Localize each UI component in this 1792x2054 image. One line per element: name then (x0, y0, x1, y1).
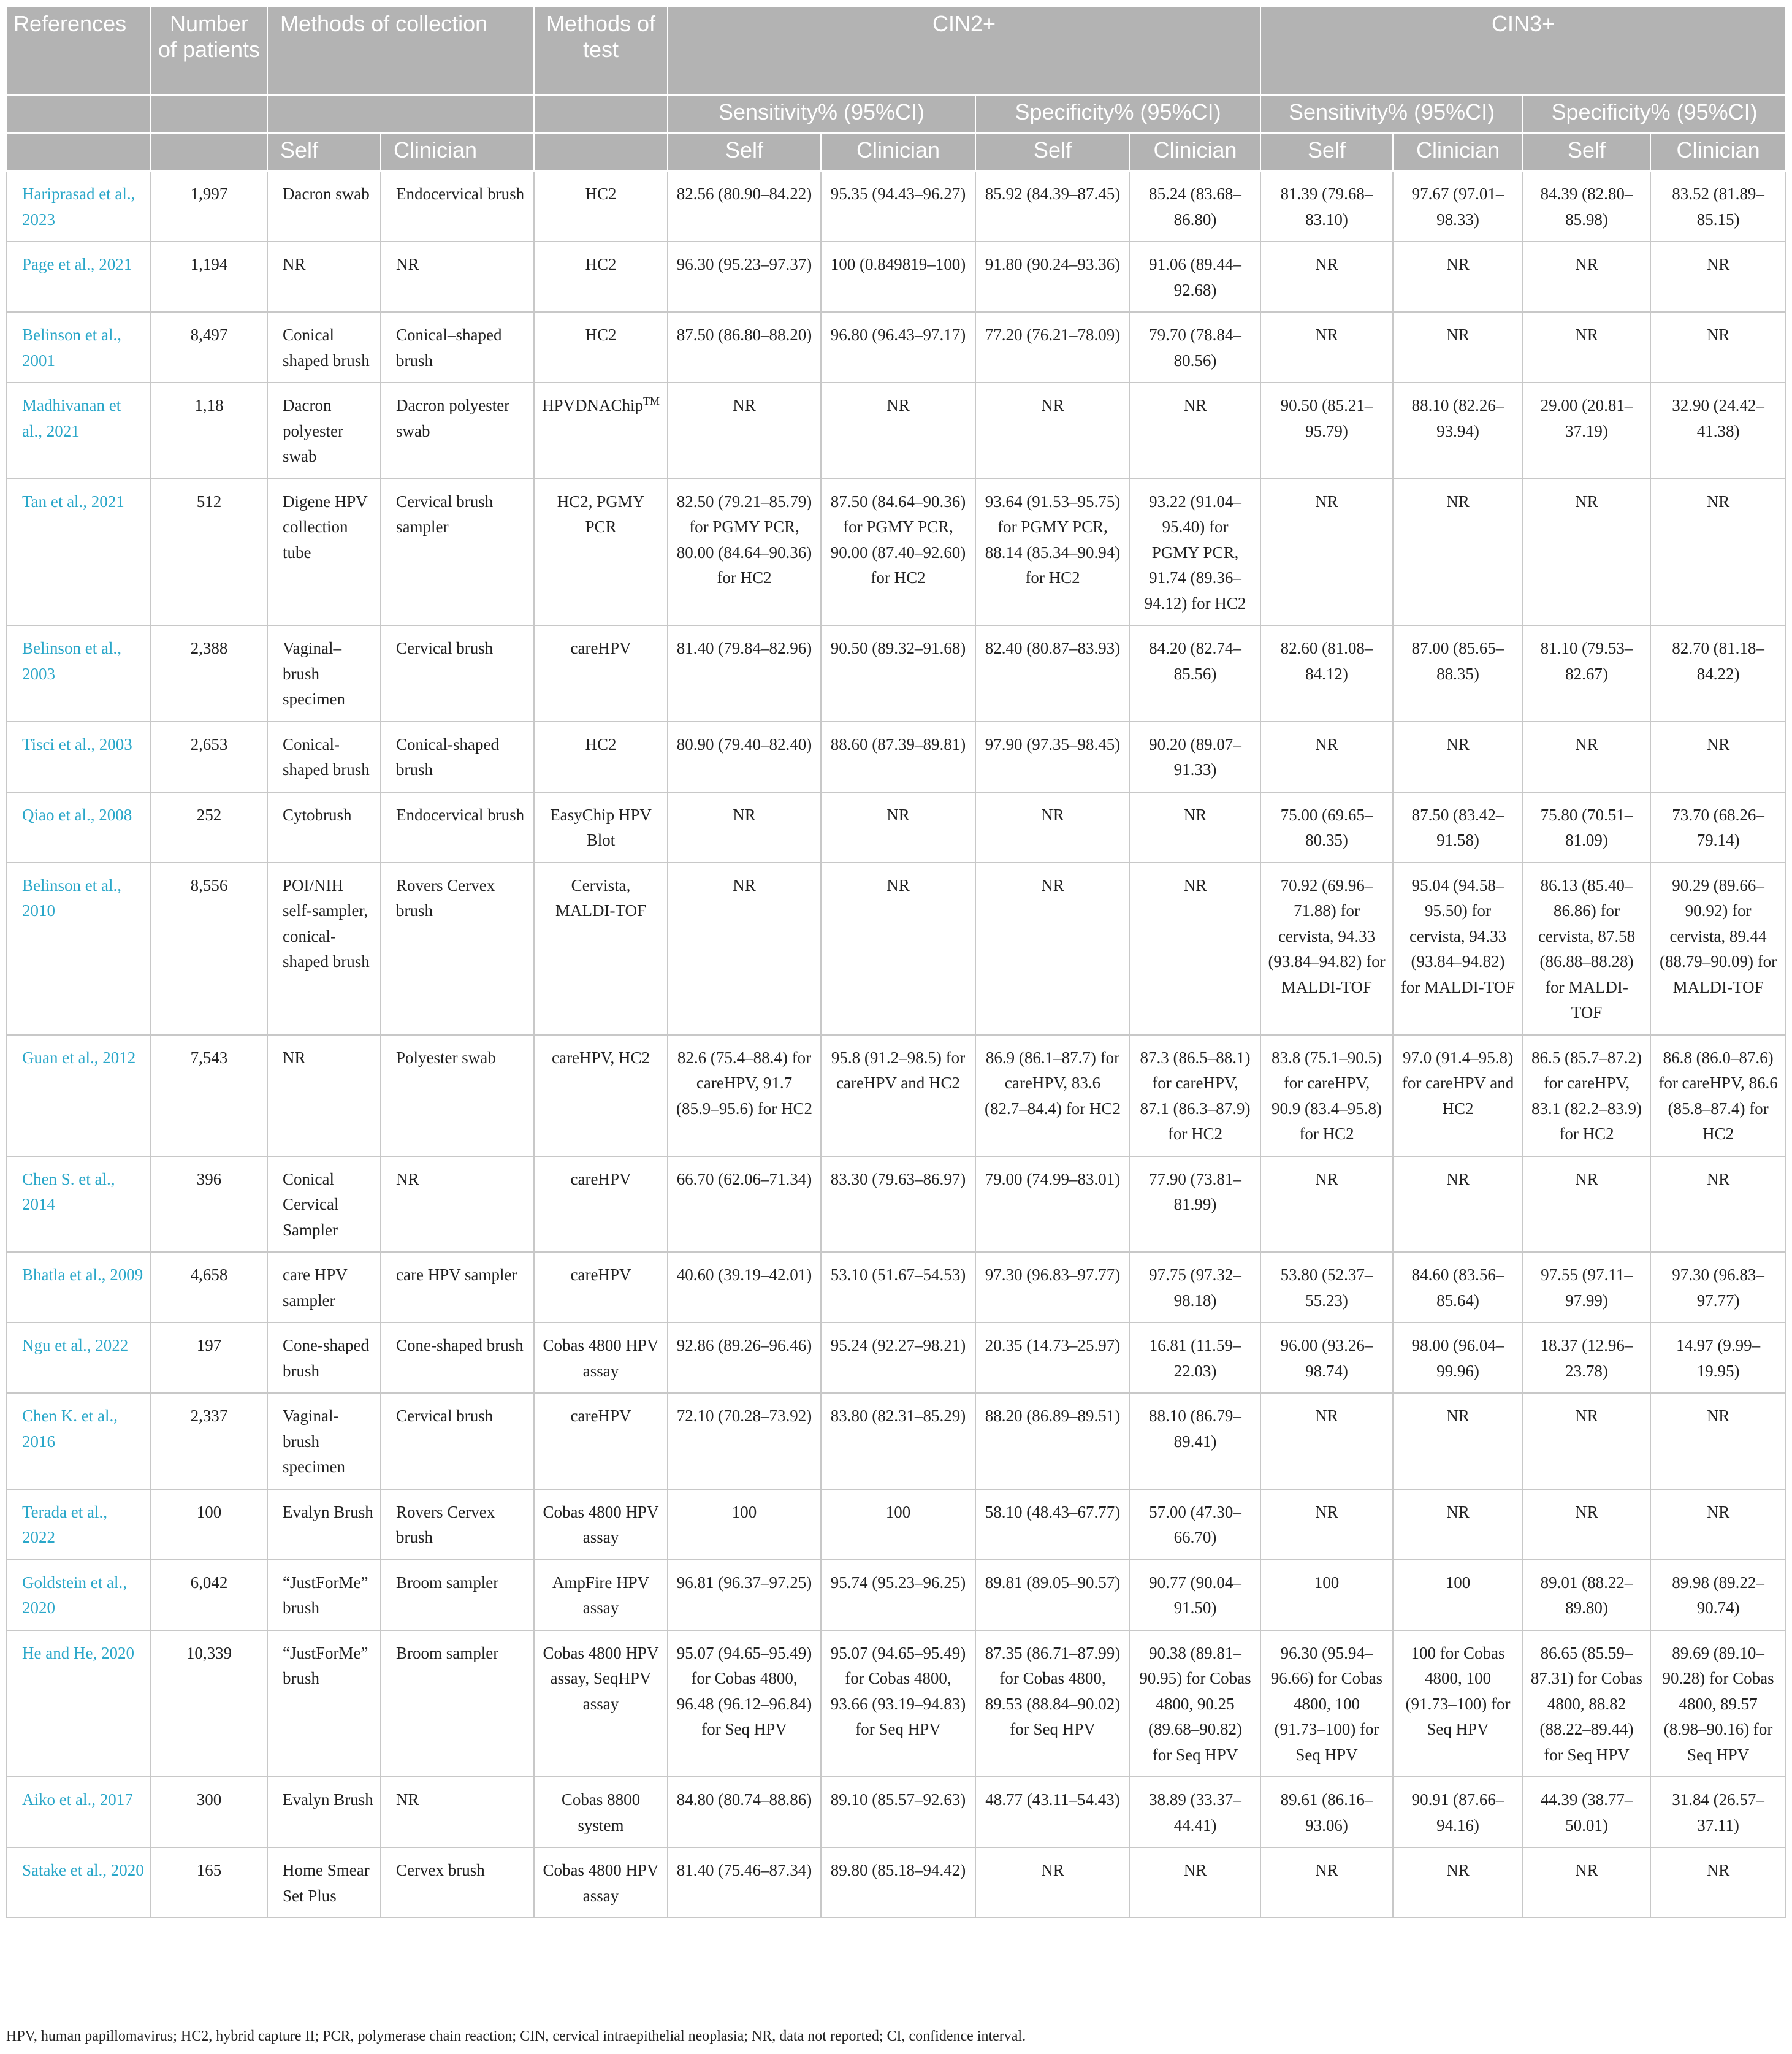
cin2-specificity-clinician-cell: 16.81 (11.59–22.03) (1130, 1323, 1260, 1393)
cin2-specificity-clinician-cell: 90.38 (89.81–90.95) for Cobas 4800, 90.25 (89.68–90.82) for Seq HPV (1130, 1630, 1260, 1777)
cin3-sensitivity-clinician-cell: NR (1393, 479, 1523, 626)
test-method-cell: HC2 (534, 171, 668, 242)
header-cin2-specificity: Specificity% (95%CI) (975, 95, 1260, 133)
cin3-specificity-clinician-cell: 89.69 (89.10–90.28) for Cobas 4800, 89.57 (8.98–90.16) for Seq HPV (1650, 1630, 1786, 1777)
cin3-sensitivity-self-cell: 82.60 (81.08–84.12) (1260, 625, 1393, 722)
cin2-specificity-self-cell: 91.80 (90.24–93.36) (975, 242, 1130, 312)
reference-cell[interactable]: Tan et al., 2021 (7, 479, 151, 626)
cin2-specificity-self-cell: 93.64 (91.53–95.75) for PGMY PCR, 88.14 (85.34–90.94) for HC2 (975, 479, 1130, 626)
test-method-cell: careHPV (534, 1393, 668, 1489)
table-row (7, 1489, 1786, 1560)
reference-cell[interactable]: Satake et al., 2020 (7, 1847, 151, 1918)
cin3-sensitivity-self-cell: 81.39 (79.68–83.10) (1260, 171, 1393, 242)
cin3-specificity-clinician-cell: 83.52 (81.89–85.15) (1650, 171, 1786, 242)
cin2-sensitivity-self-cell: 84.80 (80.74–88.86) (668, 1777, 821, 1847)
patients-cell: 2,653 (151, 722, 267, 792)
patients-cell: 10,339 (151, 1630, 267, 1777)
header-blank (151, 95, 267, 133)
cin3-sensitivity-self-cell: 96.30 (95.94–96.66) for Cobas 4800, 100 (91.73–100) for Seq HPV (1260, 1630, 1393, 1777)
cin2-sensitivity-clinician-cell: 53.10 (51.67–54.53) (821, 1252, 975, 1323)
patients-cell: 8,497 (151, 312, 267, 383)
cin3-specificity-self-cell: 75.80 (70.51–81.09) (1523, 792, 1650, 863)
cin3-sensitivity-self-cell: NR (1260, 1847, 1393, 1918)
header-clinician: Clinician (1130, 133, 1260, 171)
clinician-collection-cell: Rovers Cervex brush (381, 863, 534, 1035)
cin3-sensitivity-self-cell: 96.00 (93.26–98.74) (1260, 1323, 1393, 1393)
cin2-specificity-self-cell: NR (975, 863, 1130, 1035)
clinician-collection-cell: Conical-shaped brush (381, 722, 534, 792)
cin3-specificity-self-cell: NR (1523, 242, 1650, 312)
self-collection-cell: Dacron swab (267, 171, 381, 242)
test-method-cell: Cobas 4800 HPV assay (534, 1489, 668, 1560)
reference-cell[interactable]: Tisci et al., 2003 (7, 722, 151, 792)
cin2-specificity-clinician-cell: 77.90 (73.81–81.99) (1130, 1156, 1260, 1253)
test-method-cell: careHPV (534, 1252, 668, 1323)
header-cin2: CIN2+ (668, 7, 1260, 95)
cin2-specificity-clinician-cell: NR (1130, 383, 1260, 479)
self-collection-cell: Cytobrush (267, 792, 381, 863)
clinician-collection-cell: Cervical brush sampler (381, 479, 534, 626)
cin3-sensitivity-self-cell: NR (1260, 312, 1393, 383)
clinician-collection-cell: NR (381, 1777, 534, 1847)
cin2-specificity-self-cell: NR (975, 1847, 1130, 1918)
self-collection-cell: NR (267, 242, 381, 312)
table-row (7, 1393, 1786, 1489)
header-blank (151, 133, 267, 171)
cin3-specificity-self-cell: 86.5 (85.7–87.2) for careHPV, 83.1 (82.2–83.9) for HC2 (1523, 1035, 1650, 1156)
cin2-sensitivity-clinician-cell: NR (821, 792, 975, 863)
cin2-specificity-clinician-cell: 85.24 (83.68–86.80) (1130, 171, 1260, 242)
clinician-collection-cell: Conical–shaped brush (381, 312, 534, 383)
self-collection-cell: Digene HPV collection tube (267, 479, 381, 626)
cin3-specificity-self-cell: 29.00 (20.81–37.19) (1523, 383, 1650, 479)
cin3-specificity-clinician-cell: NR (1650, 1847, 1786, 1918)
patients-cell: 300 (151, 1777, 267, 1847)
cin3-sensitivity-self-cell: 83.8 (75.1–90.5) for careHPV, 90.9 (83.4–95.8) for HC2 (1260, 1035, 1393, 1156)
cin3-specificity-clinician-cell: NR (1650, 1489, 1786, 1560)
cin3-specificity-self-cell: 84.39 (82.80–85.98) (1523, 171, 1650, 242)
self-collection-cell: Conical shaped brush (267, 312, 381, 383)
cin2-sensitivity-clinician-cell: 83.30 (79.63–86.97) (821, 1156, 975, 1253)
patients-cell: 8,556 (151, 863, 267, 1035)
table-body (7, 171, 1786, 1918)
cin2-specificity-self-cell: 82.40 (80.87–83.93) (975, 625, 1130, 722)
reference-cell[interactable]: Chen K. et al., 2016 (7, 1393, 151, 1489)
cin2-sensitivity-clinician-cell: NR (821, 863, 975, 1035)
cin2-specificity-self-cell: 77.20 (76.21–78.09) (975, 312, 1130, 383)
self-collection-cell: care HPV sampler (267, 1252, 381, 1323)
patients-cell: 2,337 (151, 1393, 267, 1489)
table-row (7, 1777, 1786, 1847)
header-self: Self (1260, 133, 1393, 171)
table-row (7, 479, 1786, 626)
cin3-sensitivity-self-cell: 75.00 (69.65–80.35) (1260, 792, 1393, 863)
cin2-specificity-self-cell: NR (975, 383, 1130, 479)
clinician-collection-cell: Cone-shaped brush (381, 1323, 534, 1393)
cin3-specificity-clinician-cell: NR (1650, 479, 1786, 626)
self-collection-cell: POI/NIH self-sampler, conical-shaped brush (267, 863, 381, 1035)
cin3-specificity-clinician-cell: 82.70 (81.18–84.22) (1650, 625, 1786, 722)
header-patients: Number of patients (151, 7, 267, 95)
cin2-specificity-clinician-cell: 79.70 (78.84–80.56) (1130, 312, 1260, 383)
cin2-sensitivity-self-cell: 95.07 (94.65–95.49) for Cobas 4800, 96.48 (96.12–96.84) for Seq HPV (668, 1630, 821, 1777)
clinician-collection-cell: Cervical brush (381, 625, 534, 722)
clinician-collection-cell: Endocervical brush (381, 171, 534, 242)
trademark-sup: TM (643, 395, 660, 407)
cin3-sensitivity-clinician-cell: NR (1393, 242, 1523, 312)
test-method-cell: AmpFire HPV assay (534, 1560, 668, 1630)
cin2-sensitivity-self-cell: 80.90 (79.40–82.40) (668, 722, 821, 792)
table-row (7, 722, 1786, 792)
cin3-specificity-self-cell: NR (1523, 1156, 1650, 1253)
reference-cell[interactable]: He and He, 2020 (7, 1630, 151, 1777)
test-method-cell: Cervista, MALDI-TOF (534, 863, 668, 1035)
cin3-sensitivity-self-cell: NR (1260, 1156, 1393, 1253)
cin2-sensitivity-clinician-cell: 95.35 (94.43–96.27) (821, 171, 975, 242)
cin3-sensitivity-clinician-cell: 100 for Cobas 4800, 100 (91.73–100) for Seq HPV (1393, 1630, 1523, 1777)
header-cin2-sensitivity: Sensitivity% (95%CI) (668, 95, 975, 133)
cin3-specificity-self-cell: 44.39 (38.77–50.01) (1523, 1777, 1650, 1847)
test-method-cell: EasyChip HPV Blot (534, 792, 668, 863)
cin3-sensitivity-clinician-cell: 90.91 (87.66–94.16) (1393, 1777, 1523, 1847)
patients-cell: 1,18 (151, 383, 267, 479)
cin3-specificity-clinician-cell: NR (1650, 312, 1786, 383)
clinician-collection-cell: Dacron polyester swab (381, 383, 534, 479)
reference-cell[interactable]: Terada et al., 2022 (7, 1489, 151, 1560)
footnote: HPV, human papillomavirus; HC2, hybrid capture II; PCR, polymerase chain reaction; CIN, cervical intraepithelial neoplasia; NR, data not reported; CI, confidence interval. (6, 2028, 1026, 2044)
patients-cell: 252 (151, 792, 267, 863)
header-blank (7, 95, 151, 133)
test-method-cell: Cobas 4800 HPV assay (534, 1323, 668, 1393)
cin3-specificity-self-cell: NR (1523, 479, 1650, 626)
cin3-sensitivity-clinician-cell: NR (1393, 722, 1523, 792)
cin3-sensitivity-clinician-cell: 88.10 (82.26–93.94) (1393, 383, 1523, 479)
table-row (7, 1630, 1786, 1777)
reference-cell[interactable]: Belinson et al., 2010 (7, 863, 151, 1035)
header-collection-clinician: Clinician (381, 133, 534, 171)
table-row (7, 1560, 1786, 1630)
cin2-sensitivity-clinician-cell: 95.24 (92.27–98.21) (821, 1323, 975, 1393)
self-collection-cell: Cone-shaped brush (267, 1323, 381, 1393)
cin3-sensitivity-self-cell: 70.92 (69.96–71.88) for cervista, 94.33 (93.84–94.82) for MALDI-TOF (1260, 863, 1393, 1035)
patients-cell: 2,388 (151, 625, 267, 722)
cin2-specificity-self-cell: 89.81 (89.05–90.57) (975, 1560, 1130, 1630)
table-row (7, 1252, 1786, 1323)
cin2-specificity-clinician-cell: 87.3 (86.5–88.1) for careHPV, 87.1 (86.3–87.9) for HC2 (1130, 1035, 1260, 1156)
cin2-specificity-self-cell: 97.30 (96.83–97.77) (975, 1252, 1130, 1323)
test-method-cell: HC2 (534, 242, 668, 312)
cin2-specificity-clinician-cell: 90.20 (89.07–91.33) (1130, 722, 1260, 792)
cin2-sensitivity-self-cell: 82.6 (75.4–88.4) for careHPV, 91.7 (85.9–95.6) for HC2 (668, 1035, 821, 1156)
header-references: References (7, 7, 151, 95)
cin2-sensitivity-self-cell: NR (668, 792, 821, 863)
cin2-sensitivity-self-cell: 87.50 (86.80–88.20) (668, 312, 821, 383)
header-blank (534, 133, 668, 171)
cin3-specificity-clinician-cell: NR (1650, 242, 1786, 312)
clinician-collection-cell: Cervex brush (381, 1847, 534, 1918)
self-collection-cell: Vaginal–brush specimen (267, 625, 381, 722)
patients-cell: 100 (151, 1489, 267, 1560)
header-self: Self (668, 133, 821, 171)
reference-cell[interactable]: Bhatla et al., 2009 (7, 1252, 151, 1323)
cin2-specificity-self-cell: 48.77 (43.11–54.43) (975, 1777, 1130, 1847)
patients-cell: 165 (151, 1847, 267, 1918)
cin2-sensitivity-clinician-cell: 90.50 (89.32–91.68) (821, 625, 975, 722)
table-row (7, 1156, 1786, 1253)
self-collection-cell: Evalyn Brush (267, 1777, 381, 1847)
cin2-specificity-self-cell: 88.20 (86.89–89.51) (975, 1393, 1130, 1489)
cin2-specificity-self-cell: 86.9 (86.1–87.7) for careHPV, 83.6 (82.7–84.4) for HC2 (975, 1035, 1130, 1156)
table-row (7, 1035, 1786, 1156)
reference-cell[interactable]: Goldstein et al., 2020 (7, 1560, 151, 1630)
reference-cell[interactable]: Chen S. et al., 2014 (7, 1156, 151, 1253)
cin3-sensitivity-self-cell: NR (1260, 242, 1393, 312)
cin3-sensitivity-clinician-cell: NR (1393, 1489, 1523, 1560)
cin2-specificity-clinician-cell: NR (1130, 863, 1260, 1035)
clinician-collection-cell: Endocervical brush (381, 792, 534, 863)
table-row (7, 1847, 1786, 1918)
cin3-specificity-self-cell: 97.55 (97.11–97.99) (1523, 1252, 1650, 1323)
cin2-sensitivity-self-cell: 96.81 (96.37–97.25) (668, 1560, 821, 1630)
cin2-sensitivity-self-cell: 92.86 (89.26–96.46) (668, 1323, 821, 1393)
reference-cell[interactable]: Madhivanan et al., 2021 (7, 383, 151, 479)
cin3-sensitivity-clinician-cell: 98.00 (96.04–99.96) (1393, 1323, 1523, 1393)
cin2-specificity-clinician-cell: 90.77 (90.04–91.50) (1130, 1560, 1260, 1630)
header-self: Self (975, 133, 1130, 171)
cin2-sensitivity-clinician-cell: 95.8 (91.2–98.5) for careHPV and HC2 (821, 1035, 975, 1156)
cin2-specificity-self-cell: 85.92 (84.39–87.45) (975, 171, 1130, 242)
test-method-cell: HC2, PGMY PCR (534, 479, 668, 626)
patients-cell: 512 (151, 479, 267, 626)
cin2-sensitivity-self-cell: 96.30 (95.23–97.37) (668, 242, 821, 312)
cin2-sensitivity-clinician-cell: 88.60 (87.39–89.81) (821, 722, 975, 792)
cin3-specificity-clinician-cell: 31.84 (26.57–37.11) (1650, 1777, 1786, 1847)
cin3-specificity-self-cell: NR (1523, 1847, 1650, 1918)
patients-cell: 1,194 (151, 242, 267, 312)
cin3-specificity-clinician-cell: NR (1650, 1156, 1786, 1253)
cin3-sensitivity-self-cell: NR (1260, 1489, 1393, 1560)
cin3-sensitivity-self-cell: NR (1260, 722, 1393, 792)
cin2-sensitivity-self-cell: 40.60 (39.19–42.01) (668, 1252, 821, 1323)
header-collection: Methods of collection (267, 7, 534, 95)
cin2-sensitivity-clinician-cell: 100 (821, 1489, 975, 1560)
cin2-sensitivity-self-cell: NR (668, 863, 821, 1035)
cin2-specificity-self-cell: 58.10 (48.43–67.77) (975, 1489, 1130, 1560)
cin3-sensitivity-clinician-cell: 87.50 (83.42–91.58) (1393, 792, 1523, 863)
cin3-specificity-clinician-cell: 90.29 (89.66–90.92) for cervista, 89.44 (88.79–90.09) for MALDI-TOF (1650, 863, 1786, 1035)
cin2-sensitivity-clinician-cell: NR (821, 383, 975, 479)
cin3-specificity-clinician-cell: 86.8 (86.0–87.6) for careHPV, 86.6 (85.8–87.4) for HC2 (1650, 1035, 1786, 1156)
test-method-cell: Cobas 8800 system (534, 1777, 668, 1847)
cin2-specificity-clinician-cell: 88.10 (86.79–89.41) (1130, 1393, 1260, 1489)
cin3-specificity-self-cell: 86.13 (85.40–86.86) for cervista, 87.58 (86.88–88.28) for MALDI-TOF (1523, 863, 1650, 1035)
cin3-specificity-clinician-cell: NR (1650, 722, 1786, 792)
test-method-cell: careHPV, HC2 (534, 1035, 668, 1156)
header-clinician: Clinician (1393, 133, 1523, 171)
cin3-sensitivity-clinician-cell: NR (1393, 1393, 1523, 1489)
test-method-cell: HC2 (534, 312, 668, 383)
table-row (7, 383, 1786, 479)
cin3-sensitivity-clinician-cell: 84.60 (83.56–85.64) (1393, 1252, 1523, 1323)
cin3-specificity-self-cell: 18.37 (12.96–23.78) (1523, 1323, 1650, 1393)
cin3-sensitivity-self-cell: 90.50 (85.21–95.79) (1260, 383, 1393, 479)
cin3-specificity-self-cell: 81.10 (79.53–82.67) (1523, 625, 1650, 722)
cin3-specificity-self-cell: NR (1523, 1393, 1650, 1489)
self-collection-cell: Home Smear Set Plus (267, 1847, 381, 1918)
data-table (6, 6, 1786, 1918)
cin3-specificity-clinician-cell: 97.30 (96.83–97.77) (1650, 1252, 1786, 1323)
self-collection-cell: NR (267, 1035, 381, 1156)
cin3-specificity-self-cell: NR (1523, 1489, 1650, 1560)
header-blank (7, 133, 151, 171)
reference-cell[interactable]: Qiao et al., 2008 (7, 792, 151, 863)
cin2-specificity-self-cell: 87.35 (86.71–87.99) for Cobas 4800, 89.53 (88.84–90.02) for Seq HPV (975, 1630, 1130, 1777)
cin3-sensitivity-clinician-cell: 100 (1393, 1560, 1523, 1630)
cin3-sensitivity-clinician-cell: NR (1393, 312, 1523, 383)
cin3-sensitivity-clinician-cell: NR (1393, 1156, 1523, 1253)
table-row (7, 1323, 1786, 1393)
cin3-sensitivity-self-cell: 53.80 (52.37–55.23) (1260, 1252, 1393, 1323)
patients-cell: 4,658 (151, 1252, 267, 1323)
header-cin3: CIN3+ (1260, 7, 1786, 95)
table-container (6, 6, 1785, 1918)
cin2-specificity-clinician-cell: 91.06 (89.44–92.68) (1130, 242, 1260, 312)
cin2-specificity-clinician-cell: 57.00 (47.30–66.70) (1130, 1489, 1260, 1560)
cin3-specificity-clinician-cell: 14.97 (9.99–19.95) (1650, 1323, 1786, 1393)
cin2-specificity-self-cell: NR (975, 792, 1130, 863)
reference-cell[interactable]: Belinson et al., 2003 (7, 625, 151, 722)
reference-cell[interactable]: Belinson et al., 2001 (7, 312, 151, 383)
clinician-collection-cell: Broom sampler (381, 1560, 534, 1630)
cin3-sensitivity-self-cell: 89.61 (86.16–93.06) (1260, 1777, 1393, 1847)
header-cin3-sensitivity: Sensitivity% (95%CI) (1260, 95, 1523, 133)
cin2-sensitivity-clinician-cell: 89.80 (85.18–94.42) (821, 1847, 975, 1918)
cin2-sensitivity-clinician-cell: 96.80 (96.43–97.17) (821, 312, 975, 383)
table-row (7, 242, 1786, 312)
cin2-specificity-clinician-cell: 84.20 (82.74–85.56) (1130, 625, 1260, 722)
cin2-sensitivity-clinician-cell: 95.07 (94.65–95.49) for Cobas 4800, 93.66 (93.19–94.83) for Seq HPV (821, 1630, 975, 1777)
cin2-sensitivity-self-cell: 82.56 (80.90–84.22) (668, 171, 821, 242)
cin2-specificity-self-cell: 79.00 (74.99–83.01) (975, 1156, 1130, 1253)
self-collection-cell: Conical-shaped brush (267, 722, 381, 792)
cin2-specificity-clinician-cell: 38.89 (33.37–44.41) (1130, 1777, 1260, 1847)
cin2-sensitivity-self-cell: 81.40 (75.46–87.34) (668, 1847, 821, 1918)
cin2-specificity-clinician-cell: 97.75 (97.32–98.18) (1130, 1252, 1260, 1323)
cin2-sensitivity-clinician-cell: 87.50 (84.64–90.36) for PGMY PCR, 90.00 (87.40–92.60) for HC2 (821, 479, 975, 626)
self-collection-cell: “JustForMe” brush (267, 1560, 381, 1630)
self-collection-cell: Conical Cervical Sampler (267, 1156, 381, 1253)
cin3-sensitivity-self-cell: NR (1260, 1393, 1393, 1489)
test-method-cell: careHPV (534, 625, 668, 722)
cin2-sensitivity-self-cell: 100 (668, 1489, 821, 1560)
cin3-sensitivity-clinician-cell: NR (1393, 1847, 1523, 1918)
cin2-sensitivity-clinician-cell: 100 (0.849819–100) (821, 242, 975, 312)
cin3-sensitivity-self-cell: 100 (1260, 1560, 1393, 1630)
cin3-sensitivity-self-cell: NR (1260, 479, 1393, 626)
cin2-specificity-self-cell: 20.35 (14.73–25.97) (975, 1323, 1130, 1393)
cin3-sensitivity-clinician-cell: 87.00 (85.65–88.35) (1393, 625, 1523, 722)
table-row (7, 792, 1786, 863)
cin3-specificity-self-cell: 86.65 (85.59–87.31) for Cobas 4800, 88.82 (88.22–89.44) for Seq HPV (1523, 1630, 1650, 1777)
cin2-sensitivity-clinician-cell: 83.80 (82.31–85.29) (821, 1393, 975, 1489)
cin3-specificity-clinician-cell: NR (1650, 1393, 1786, 1489)
header-cin3-specificity: Specificity% (95%CI) (1523, 95, 1786, 133)
reference-cell[interactable]: Guan et al., 2012 (7, 1035, 151, 1156)
cin3-specificity-self-cell: 89.01 (88.22–89.80) (1523, 1560, 1650, 1630)
cin3-sensitivity-clinician-cell: 97.67 (97.01–98.33) (1393, 171, 1523, 242)
cin3-sensitivity-clinician-cell: 95.04 (94.58–95.50) for cervista, 94.33 (93.84–94.82) for MALDI-TOF (1393, 863, 1523, 1035)
clinician-collection-cell: NR (381, 1156, 534, 1253)
cin3-specificity-self-cell: NR (1523, 312, 1650, 383)
cin2-sensitivity-self-cell: 66.70 (62.06–71.34) (668, 1156, 821, 1253)
patients-cell: 6,042 (151, 1560, 267, 1630)
cin3-specificity-self-cell: NR (1523, 722, 1650, 792)
patients-cell: 197 (151, 1323, 267, 1393)
cin2-sensitivity-self-cell: 72.10 (70.28–73.92) (668, 1393, 821, 1489)
patients-cell: 396 (151, 1156, 267, 1253)
clinician-collection-cell: Broom sampler (381, 1630, 534, 1777)
self-collection-cell: Evalyn Brush (267, 1489, 381, 1560)
table-row (7, 863, 1786, 1035)
header-clinician: Clinician (821, 133, 975, 171)
test-method-cell: HC2 (534, 722, 668, 792)
clinician-collection-cell: Rovers Cervex brush (381, 1489, 534, 1560)
patients-cell: 7,543 (151, 1035, 267, 1156)
cin2-sensitivity-self-cell: NR (668, 383, 821, 479)
cin2-sensitivity-self-cell: 81.40 (79.84–82.96) (668, 625, 821, 722)
cin2-specificity-clinician-cell: NR (1130, 1847, 1260, 1918)
table-row (7, 171, 1786, 242)
reference-cell[interactable]: Ngu et al., 2022 (7, 1323, 151, 1393)
cin2-sensitivity-clinician-cell: 95.74 (95.23–96.25) (821, 1560, 975, 1630)
patients-cell: 1,997 (151, 171, 267, 242)
self-collection-cell: Dacron polyester swab (267, 383, 381, 479)
clinician-collection-cell: Polyester swab (381, 1035, 534, 1156)
clinician-collection-cell: NR (381, 242, 534, 312)
header-blank (534, 95, 668, 133)
self-collection-cell: “JustForMe” brush (267, 1630, 381, 1777)
clinician-collection-cell: Cervical brush (381, 1393, 534, 1489)
test-method-text: HPVDNAChip (541, 396, 644, 414)
cin2-sensitivity-clinician-cell: 89.10 (85.57–92.63) (821, 1777, 975, 1847)
header-blank (267, 95, 534, 133)
test-method-cell: Cobas 4800 HPV assay, SeqHPV assay (534, 1630, 668, 1777)
header-collection-self: Self (267, 133, 381, 171)
cin2-specificity-self-cell: 97.90 (97.35–98.45) (975, 722, 1130, 792)
cin2-specificity-clinician-cell: 93.22 (91.04–95.40) for PGMY PCR, 91.74 (89.36–94.12) for HC2 (1130, 479, 1260, 626)
header-clinician: Clinician (1650, 133, 1786, 171)
cin3-sensitivity-clinician-cell: 97.0 (91.4–95.8) for careHPV and HC2 (1393, 1035, 1523, 1156)
cin3-specificity-clinician-cell: 73.70 (68.26–79.14) (1650, 792, 1786, 863)
self-collection-cell: Vaginal-brush specimen (267, 1393, 381, 1489)
cin3-specificity-clinician-cell: 89.98 (89.22–90.74) (1650, 1560, 1786, 1630)
test-method-cell (534, 383, 668, 479)
reference-cell[interactable]: Aiko et al., 2017 (7, 1777, 151, 1847)
cin2-specificity-clinician-cell: NR (1130, 792, 1260, 863)
table-row (7, 312, 1786, 383)
cin3-specificity-clinician-cell: 32.90 (24.42–41.38) (1650, 383, 1786, 479)
table-row (7, 625, 1786, 722)
reference-cell[interactable]: Hariprasad et al., 2023 (7, 171, 151, 242)
header-test: Methods of test (534, 7, 668, 95)
header-self: Self (1523, 133, 1650, 171)
test-method-cell: careHPV (534, 1156, 668, 1253)
clinician-collection-cell: care HPV sampler (381, 1252, 534, 1323)
cin2-sensitivity-self-cell: 82.50 (79.21–85.79) for PGMY PCR, 80.00 (84.64–90.36) for HC2 (668, 479, 821, 626)
reference-cell[interactable]: Page et al., 2021 (7, 242, 151, 312)
test-method-cell: Cobas 4800 HPV assay (534, 1847, 668, 1918)
